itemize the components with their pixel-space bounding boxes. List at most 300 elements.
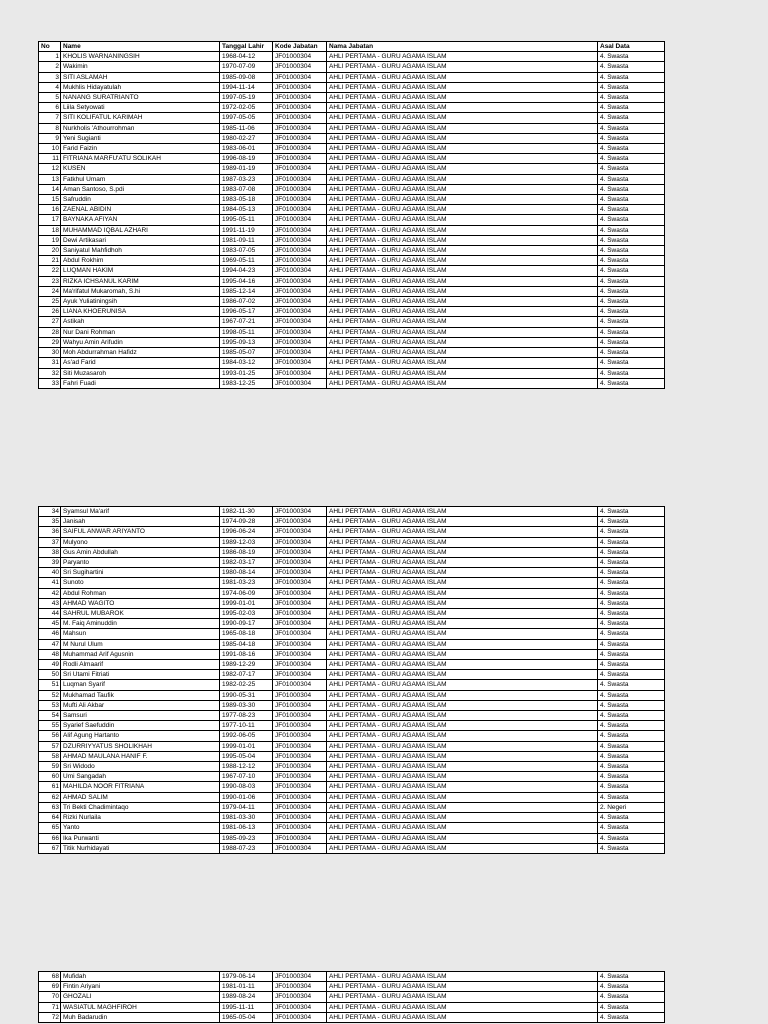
cell-tanggal-lahir: 1987-03-23 [220, 174, 273, 184]
cell-asal-data: 4. Swasta [598, 762, 665, 772]
cell-no: 52 [39, 690, 61, 700]
cell-asal-data: 4. Swasta [598, 507, 665, 517]
cell-asal-data: 4. Swasta [598, 792, 665, 802]
cell-asal-data: 4. Swasta [598, 598, 665, 608]
cell-no: 71 [39, 1002, 61, 1012]
cell-tanggal-lahir: 1982-02-25 [220, 680, 273, 690]
table-row [39, 164, 665, 174]
cell-asal-data: 4. Swasta [598, 174, 665, 184]
table-body [39, 972, 665, 1023]
cell-asal-data: 4. Swasta [598, 700, 665, 710]
cell-no: 25 [39, 297, 61, 307]
cell-asal-data: 4. Swasta [598, 578, 665, 588]
cell-tanggal-lahir: 1995-05-04 [220, 751, 273, 761]
cell-kode-jabatan: JF01000304 [273, 619, 327, 629]
table-row [39, 711, 665, 721]
cell-name: Rodli Almaarif [61, 660, 220, 670]
cell-asal-data: 4. Swasta [598, 133, 665, 143]
cell-no: 68 [39, 972, 61, 982]
table-row [39, 358, 665, 368]
cell-asal-data: 4. Swasta [598, 517, 665, 527]
cell-nama-jabatan: AHLI PERTAMA - GURU AGAMA ISLAM [327, 1002, 598, 1012]
cell-asal-data: 4. Swasta [598, 266, 665, 276]
cell-tanggal-lahir: 1985-11-06 [220, 123, 273, 133]
cell-nama-jabatan: AHLI PERTAMA - GURU AGAMA ISLAM [327, 276, 598, 286]
cell-asal-data: 4. Swasta [598, 184, 665, 194]
cell-no: 29 [39, 337, 61, 347]
cell-tanggal-lahir: 1972-02-05 [220, 103, 273, 113]
cell-no: 8 [39, 123, 61, 133]
cell-tanggal-lahir: 1991-08-16 [220, 649, 273, 659]
cell-tanggal-lahir: 1985-04-18 [220, 639, 273, 649]
cell-kode-jabatan: JF01000304 [273, 82, 327, 92]
cell-nama-jabatan: AHLI PERTAMA - GURU AGAMA ISLAM [327, 843, 598, 853]
cell-kode-jabatan: JF01000304 [273, 123, 327, 133]
cell-no: 14 [39, 184, 61, 194]
table-body [39, 507, 665, 854]
cell-name: BAYNAKA AFIYAN [61, 215, 220, 225]
cell-name: Mulyono [61, 537, 220, 547]
cell-asal-data: 4. Swasta [598, 154, 665, 164]
table-row [39, 256, 665, 266]
cell-asal-data: 4. Swasta [598, 741, 665, 751]
cell-no: 37 [39, 537, 61, 547]
cell-no: 21 [39, 256, 61, 266]
cell-name: Muhammad Arif Agusnin [61, 649, 220, 659]
cell-nama-jabatan: AHLI PERTAMA - GURU AGAMA ISLAM [327, 782, 598, 792]
cell-nama-jabatan: AHLI PERTAMA - GURU AGAMA ISLAM [327, 144, 598, 154]
cell-name: SITI KOLIFATUL KARIMAH [61, 113, 220, 123]
cell-asal-data: 4. Swasta [598, 195, 665, 205]
cell-asal-data: 4. Swasta [598, 547, 665, 557]
cell-name: Janisah [61, 517, 220, 527]
cell-no: 39 [39, 558, 61, 568]
cell-name: Mufti Ali Akbar [61, 700, 220, 710]
cell-tanggal-lahir: 1989-12-29 [220, 660, 273, 670]
cell-nama-jabatan: AHLI PERTAMA - GURU AGAMA ISLAM [327, 235, 598, 245]
cell-nama-jabatan: AHLI PERTAMA - GURU AGAMA ISLAM [327, 639, 598, 649]
cell-tanggal-lahir: 1985-09-23 [220, 833, 273, 843]
cell-kode-jabatan: JF01000304 [273, 517, 327, 527]
cell-nama-jabatan: AHLI PERTAMA - GURU AGAMA ISLAM [327, 598, 598, 608]
table-row [39, 348, 665, 358]
cell-name: Nur Dani Rohman [61, 327, 220, 337]
cell-kode-jabatan: JF01000304 [273, 721, 327, 731]
cell-tanggal-lahir: 1983-07-08 [220, 184, 273, 194]
cell-nama-jabatan: AHLI PERTAMA - GURU AGAMA ISLAM [327, 772, 598, 782]
cell-asal-data: 4. Swasta [598, 670, 665, 680]
cell-kode-jabatan: JF01000304 [273, 670, 327, 680]
cell-nama-jabatan: AHLI PERTAMA - GURU AGAMA ISLAM [327, 751, 598, 761]
table-row [39, 235, 665, 245]
cell-no: 32 [39, 368, 61, 378]
cell-name: Rizki Nurlaila [61, 813, 220, 823]
table-row [39, 133, 665, 143]
cell-nama-jabatan: AHLI PERTAMA - GURU AGAMA ISLAM [327, 72, 598, 82]
table-row [39, 307, 665, 317]
cell-no: 23 [39, 276, 61, 286]
cell-no: 41 [39, 578, 61, 588]
cell-name: MUHAMMAD IQBAL AZHARI [61, 225, 220, 235]
table-row [39, 246, 665, 256]
table-row [39, 276, 665, 286]
table-row [39, 62, 665, 72]
cell-tanggal-lahir: 1989-01-19 [220, 164, 273, 174]
cell-nama-jabatan: AHLI PERTAMA - GURU AGAMA ISLAM [327, 558, 598, 568]
cell-no: 47 [39, 639, 61, 649]
cell-kode-jabatan: JF01000304 [273, 751, 327, 761]
table-row [39, 782, 665, 792]
cell-name: WASIATUL MAGHFIROH [61, 1002, 220, 1012]
table-row [39, 1012, 665, 1022]
cell-kode-jabatan: JF01000304 [273, 537, 327, 547]
cell-kode-jabatan: JF01000304 [273, 813, 327, 823]
cell-no: 4 [39, 82, 61, 92]
table-row [39, 588, 665, 598]
cell-kode-jabatan: JF01000304 [273, 588, 327, 598]
cell-tanggal-lahir: 1996-08-19 [220, 154, 273, 164]
cell-asal-data: 4. Swasta [598, 256, 665, 266]
table-row [39, 992, 665, 1002]
cell-no: 59 [39, 762, 61, 772]
cell-tanggal-lahir: 1993-01-25 [220, 368, 273, 378]
cell-tanggal-lahir: 1986-07-02 [220, 297, 273, 307]
cell-no: 62 [39, 792, 61, 802]
cell-kode-jabatan: JF01000304 [273, 368, 327, 378]
cell-name: Titik Nurhidayati [61, 843, 220, 853]
column-header-no: No [39, 42, 61, 52]
table-row [39, 700, 665, 710]
cell-name: Sunoto [61, 578, 220, 588]
cell-asal-data: 4. Swasta [598, 225, 665, 235]
cell-tanggal-lahir: 1967-07-21 [220, 317, 273, 327]
cell-tanggal-lahir: 1965-05-04 [220, 1012, 273, 1022]
cell-asal-data: 4. Swasta [598, 751, 665, 761]
cell-nama-jabatan: AHLI PERTAMA - GURU AGAMA ISLAM [327, 792, 598, 802]
data-table-page-2 [38, 506, 665, 854]
cell-nama-jabatan: AHLI PERTAMA - GURU AGAMA ISLAM [327, 133, 598, 143]
cell-kode-jabatan: JF01000304 [273, 1012, 327, 1022]
cell-kode-jabatan: JF01000304 [273, 823, 327, 833]
cell-no: 38 [39, 547, 61, 557]
cell-nama-jabatan: AHLI PERTAMA - GURU AGAMA ISLAM [327, 813, 598, 823]
cell-nama-jabatan: AHLI PERTAMA - GURU AGAMA ISLAM [327, 762, 598, 772]
cell-nama-jabatan: AHLI PERTAMA - GURU AGAMA ISLAM [327, 700, 598, 710]
cell-kode-jabatan: JF01000304 [273, 154, 327, 164]
cell-kode-jabatan: JF01000304 [273, 660, 327, 670]
cell-kode-jabatan: JF01000304 [273, 144, 327, 154]
column-header-nama-jabatan: Nama Jabatan [327, 42, 598, 52]
cell-nama-jabatan: AHLI PERTAMA - GURU AGAMA ISLAM [327, 670, 598, 680]
cell-kode-jabatan: JF01000304 [273, 629, 327, 639]
cell-kode-jabatan: JF01000304 [273, 164, 327, 174]
cell-tanggal-lahir: 1981-03-23 [220, 578, 273, 588]
table-row [39, 378, 665, 388]
cell-tanggal-lahir: 1999-01-01 [220, 741, 273, 751]
cell-no: 28 [39, 327, 61, 337]
cell-name: Sri Widodo [61, 762, 220, 772]
cell-no: 2 [39, 62, 61, 72]
cell-tanggal-lahir: 1994-04-23 [220, 266, 273, 276]
cell-tanggal-lahir: 1965-08-18 [220, 629, 273, 639]
cell-no: 16 [39, 205, 61, 215]
cell-nama-jabatan: AHLI PERTAMA - GURU AGAMA ISLAM [327, 82, 598, 92]
cell-no: 6 [39, 103, 61, 113]
table-row [39, 772, 665, 782]
cell-tanggal-lahir: 1968-04-12 [220, 52, 273, 62]
cell-nama-jabatan: AHLI PERTAMA - GURU AGAMA ISLAM [327, 378, 598, 388]
cell-nama-jabatan: AHLI PERTAMA - GURU AGAMA ISLAM [327, 507, 598, 517]
cell-asal-data: 4. Swasta [598, 286, 665, 296]
cell-tanggal-lahir: 1995-11-11 [220, 1002, 273, 1012]
table-row [39, 225, 665, 235]
cell-nama-jabatan: AHLI PERTAMA - GURU AGAMA ISLAM [327, 113, 598, 123]
cell-kode-jabatan: JF01000304 [273, 982, 327, 992]
cell-name: Umi Sangadah [61, 772, 220, 782]
cell-name: Sri Utami Fitriati [61, 670, 220, 680]
cell-tanggal-lahir: 1981-03-30 [220, 813, 273, 823]
table-row [39, 205, 665, 215]
cell-name: Sri Sugihartini [61, 568, 220, 578]
cell-kode-jabatan: JF01000304 [273, 225, 327, 235]
cell-nama-jabatan: AHLI PERTAMA - GURU AGAMA ISLAM [327, 1012, 598, 1022]
cell-tanggal-lahir: 1977-10-11 [220, 721, 273, 731]
table-row [39, 72, 665, 82]
table-row [39, 751, 665, 761]
cell-name: Wahyu Amin Arifudin [61, 337, 220, 347]
cell-nama-jabatan: AHLI PERTAMA - GURU AGAMA ISLAM [327, 982, 598, 992]
cell-tanggal-lahir: 1983-12-25 [220, 378, 273, 388]
cell-asal-data: 4. Swasta [598, 348, 665, 358]
cell-kode-jabatan: JF01000304 [273, 1002, 327, 1012]
cell-no: 61 [39, 782, 61, 792]
cell-name: Astikah [61, 317, 220, 327]
cell-asal-data: 4. Swasta [598, 619, 665, 629]
cell-asal-data: 4. Swasta [598, 113, 665, 123]
cell-no: 58 [39, 751, 61, 761]
cell-tanggal-lahir: 1995-09-13 [220, 337, 273, 347]
table-row [39, 82, 665, 92]
cell-kode-jabatan: JF01000304 [273, 598, 327, 608]
cell-tanggal-lahir: 1996-06-24 [220, 527, 273, 537]
cell-name: Mahsun [61, 629, 220, 639]
cell-nama-jabatan: AHLI PERTAMA - GURU AGAMA ISLAM [327, 225, 598, 235]
table-row [39, 680, 665, 690]
cell-asal-data: 4. Swasta [598, 62, 665, 72]
cell-nama-jabatan: AHLI PERTAMA - GURU AGAMA ISLAM [327, 154, 598, 164]
table-row [39, 337, 665, 347]
cell-kode-jabatan: JF01000304 [273, 833, 327, 843]
cell-asal-data: 4. Swasta [598, 649, 665, 659]
cell-asal-data: 4. Swasta [598, 164, 665, 174]
cell-nama-jabatan: AHLI PERTAMA - GURU AGAMA ISLAM [327, 537, 598, 547]
cell-kode-jabatan: JF01000304 [273, 700, 327, 710]
cell-name: Nurkholis 'Athourrohman [61, 123, 220, 133]
table-row [39, 639, 665, 649]
cell-name: Yanto [61, 823, 220, 833]
cell-kode-jabatan: JF01000304 [273, 711, 327, 721]
cell-name: Alif Agung Hartanto [61, 731, 220, 741]
cell-asal-data: 4. Swasta [598, 246, 665, 256]
cell-tanggal-lahir: 1997-05-19 [220, 93, 273, 103]
cell-kode-jabatan: JF01000304 [273, 547, 327, 557]
cell-tanggal-lahir: 1983-06-01 [220, 144, 273, 154]
cell-tanggal-lahir: 1980-02-27 [220, 133, 273, 143]
table-row [39, 690, 665, 700]
cell-name: LIANA KHOERUNISA [61, 307, 220, 317]
cell-tanggal-lahir: 1995-02-03 [220, 609, 273, 619]
cell-nama-jabatan: AHLI PERTAMA - GURU AGAMA ISLAM [327, 286, 598, 296]
cell-name: Saniyatul Mahfidhoh [61, 246, 220, 256]
cell-name: Muh Badarudin [61, 1012, 220, 1022]
cell-kode-jabatan: JF01000304 [273, 286, 327, 296]
cell-name: Fintin Ariyani [61, 982, 220, 992]
cell-asal-data: 4. Swasta [598, 972, 665, 982]
cell-no: 9 [39, 133, 61, 143]
cell-asal-data: 4. Swasta [598, 782, 665, 792]
cell-name: LUQMAN HAKIM [61, 266, 220, 276]
cell-name: SAIFUL ANWAR ARIYANTO [61, 527, 220, 537]
cell-kode-jabatan: JF01000304 [273, 276, 327, 286]
cell-kode-jabatan: JF01000304 [273, 772, 327, 782]
cell-nama-jabatan: AHLI PERTAMA - GURU AGAMA ISLAM [327, 802, 598, 812]
cell-kode-jabatan: JF01000304 [273, 307, 327, 317]
cell-asal-data: 4. Swasta [598, 588, 665, 598]
table-header-row [39, 42, 665, 52]
data-table-page-3 [38, 971, 665, 1023]
cell-name: NANANG SURATRIANTO [61, 93, 220, 103]
cell-nama-jabatan: AHLI PERTAMA - GURU AGAMA ISLAM [327, 649, 598, 659]
cell-asal-data: 4. Swasta [598, 144, 665, 154]
cell-no: 42 [39, 588, 61, 598]
column-header-name: Name [61, 42, 220, 52]
cell-nama-jabatan: AHLI PERTAMA - GURU AGAMA ISLAM [327, 992, 598, 1002]
cell-no: 31 [39, 358, 61, 368]
cell-tanggal-lahir: 1999-01-01 [220, 598, 273, 608]
cell-tanggal-lahir: 1982-07-17 [220, 670, 273, 680]
table-row [39, 833, 665, 843]
cell-name: M. Faiq Aminuddin [61, 619, 220, 629]
table-row [39, 517, 665, 527]
cell-kode-jabatan: JF01000304 [273, 802, 327, 812]
cell-nama-jabatan: AHLI PERTAMA - GURU AGAMA ISLAM [327, 660, 598, 670]
cell-no: 67 [39, 843, 61, 853]
cell-nama-jabatan: AHLI PERTAMA - GURU AGAMA ISLAM [327, 517, 598, 527]
cell-name: Syarief Saefuddin [61, 721, 220, 731]
cell-name: KHOLIS WARNANINGSIH [61, 52, 220, 62]
cell-no: 13 [39, 174, 61, 184]
cell-kode-jabatan: JF01000304 [273, 113, 327, 123]
cell-no: 12 [39, 164, 61, 174]
table-row [39, 195, 665, 205]
cell-name: Siti Muzasaroh [61, 368, 220, 378]
cell-tanggal-lahir: 1985-05-07 [220, 348, 273, 358]
cell-asal-data: 4. Swasta [598, 527, 665, 537]
cell-kode-jabatan: JF01000304 [273, 52, 327, 62]
cell-nama-jabatan: AHLI PERTAMA - GURU AGAMA ISLAM [327, 741, 598, 751]
cell-nama-jabatan: AHLI PERTAMA - GURU AGAMA ISLAM [327, 609, 598, 619]
cell-nama-jabatan: AHLI PERTAMA - GURU AGAMA ISLAM [327, 205, 598, 215]
cell-asal-data: 4. Swasta [598, 731, 665, 741]
cell-no: 45 [39, 619, 61, 629]
table-row [39, 823, 665, 833]
cell-kode-jabatan: JF01000304 [273, 215, 327, 225]
table-row [39, 598, 665, 608]
table-row [39, 843, 665, 853]
cell-nama-jabatan: AHLI PERTAMA - GURU AGAMA ISLAM [327, 972, 598, 982]
cell-nama-jabatan: AHLI PERTAMA - GURU AGAMA ISLAM [327, 307, 598, 317]
cell-kode-jabatan: JF01000304 [273, 680, 327, 690]
cell-nama-jabatan: AHLI PERTAMA - GURU AGAMA ISLAM [327, 833, 598, 843]
cell-no: 7 [39, 113, 61, 123]
cell-asal-data: 4. Swasta [598, 982, 665, 992]
cell-tanggal-lahir: 1991-11-19 [220, 225, 273, 235]
cell-name: As'ad Farid [61, 358, 220, 368]
cell-asal-data: 4. Swasta [598, 123, 665, 133]
cell-asal-data: 4. Swasta [598, 772, 665, 782]
cell-tanggal-lahir: 1985-09-08 [220, 72, 273, 82]
table-row [39, 670, 665, 680]
cell-no: 48 [39, 649, 61, 659]
cell-no: 19 [39, 235, 61, 245]
cell-no: 34 [39, 507, 61, 517]
cell-no: 64 [39, 813, 61, 823]
cell-tanggal-lahir: 1974-06-09 [220, 588, 273, 598]
cell-kode-jabatan: JF01000304 [273, 690, 327, 700]
cell-no: 56 [39, 731, 61, 741]
cell-name: Ika Purwanti [61, 833, 220, 843]
cell-asal-data: 4. Swasta [598, 823, 665, 833]
cell-name: Mufidah [61, 972, 220, 982]
cell-tanggal-lahir: 1996-05-17 [220, 307, 273, 317]
cell-asal-data: 4. Swasta [598, 680, 665, 690]
cell-nama-jabatan: AHLI PERTAMA - GURU AGAMA ISLAM [327, 215, 598, 225]
table-row [39, 547, 665, 557]
cell-nama-jabatan: AHLI PERTAMA - GURU AGAMA ISLAM [327, 62, 598, 72]
cell-tanggal-lahir: 1981-09-11 [220, 235, 273, 245]
cell-name: Dewi Artikasari [61, 235, 220, 245]
cell-kode-jabatan: JF01000304 [273, 266, 327, 276]
cell-kode-jabatan: JF01000304 [273, 93, 327, 103]
cell-tanggal-lahir: 1990-01-06 [220, 792, 273, 802]
cell-nama-jabatan: AHLI PERTAMA - GURU AGAMA ISLAM [327, 256, 598, 266]
cell-no: 63 [39, 802, 61, 812]
cell-kode-jabatan: JF01000304 [273, 195, 327, 205]
cell-no: 10 [39, 144, 61, 154]
cell-asal-data: 4. Swasta [598, 358, 665, 368]
cell-name: SITI ASLAMAH [61, 72, 220, 82]
cell-tanggal-lahir: 1989-08-24 [220, 992, 273, 1002]
cell-asal-data: 4. Swasta [598, 235, 665, 245]
column-header-tanggal-lahir: Tanggal Lahir [220, 42, 273, 52]
table-row [39, 802, 665, 812]
cell-name: Mukhamad Taufik [61, 690, 220, 700]
cell-name: AHMAD SALIM [61, 792, 220, 802]
cell-no: 43 [39, 598, 61, 608]
cell-no: 51 [39, 680, 61, 690]
cell-no: 40 [39, 568, 61, 578]
cell-name: Aman Santoso, S.pdi [61, 184, 220, 194]
cell-name: Safruddin [61, 195, 220, 205]
cell-asal-data: 4. Swasta [598, 317, 665, 327]
cell-kode-jabatan: JF01000304 [273, 507, 327, 517]
cell-name: M Nurul Ulum [61, 639, 220, 649]
cell-tanggal-lahir: 1982-03-17 [220, 558, 273, 568]
cell-asal-data: 4. Swasta [598, 276, 665, 286]
table-row [39, 368, 665, 378]
cell-asal-data: 4. Swasta [598, 721, 665, 731]
cell-nama-jabatan: AHLI PERTAMA - GURU AGAMA ISLAM [327, 195, 598, 205]
